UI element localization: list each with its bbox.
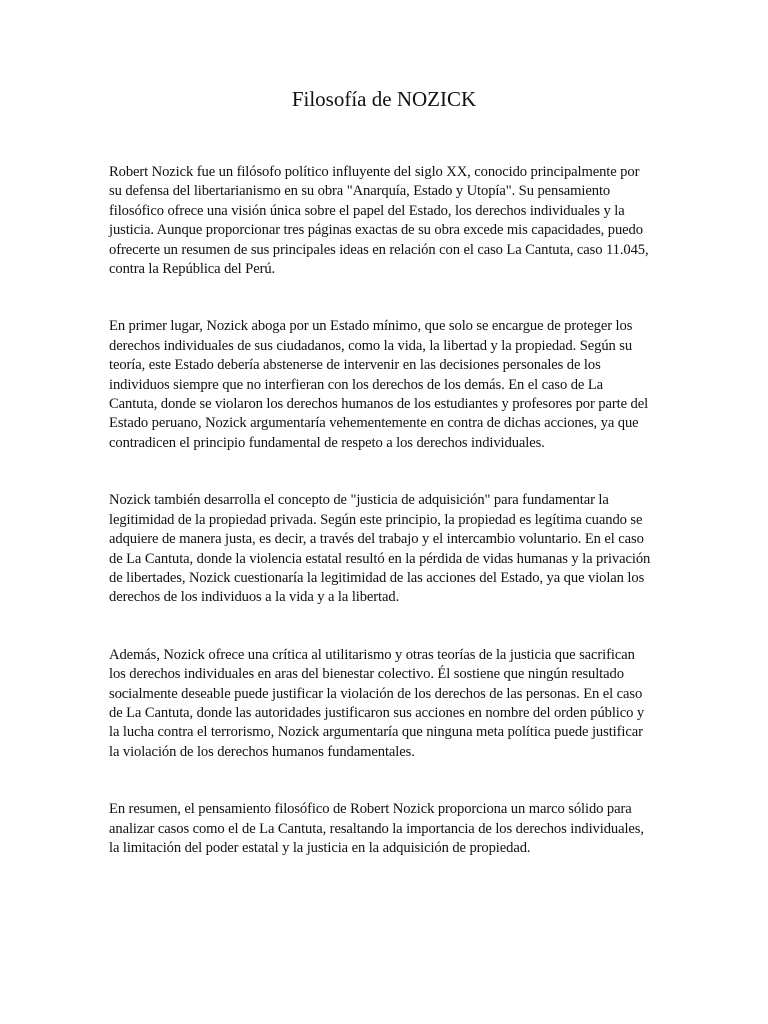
paragraph-intro: Robert Nozick fue un filósofo político influyente del siglo XX, conocido principalmente por su defensa del libertarianismo en su obra "Anarquía, Estado y Utopía". Su pensamiento filosófico ofrece una visión única sobre el papel del Estado, los derechos individuales y la justicia. Aunque proporcionar tres páginas exactas de su obra excede mis capacidades, puedo ofrecerte un resumen de sus principales ideas en relación con el caso La Cantuta, caso 11.045, contra la República del Perú.: [109, 164, 649, 278]
paragraph-minimal-state: En primer lugar, Nozick aboga por un Estado mínimo, que solo se encargue de proteger los derechos individuales de sus ciudadanos, como la vida, la libertad y la propiedad. Según su teoría, este Estado debería abstenerse de intervenir en las decisiones personales de los individuos siempre que no interfieran con los derechos de los demás. En el caso de La Cantuta, donde se violaron los derechos humanos de los estudiantes y profesores por parte del Estado peruano, Nozick argumentaría vehementemente en contra de dichas acciones, ya que contradicen el principio fundamental de respeto a los derechos individuales.: [109, 318, 649, 451]
document-title: Filosofía de NOZICK: [291, 87, 477, 111]
paragraph-conclusion: En resumen, el pensamiento filosófico de Robert Nozick proporciona un marco sólido para analizar casos como el de La Cantuta, resaltando la importancia de los derechos individuales, la limitación del poder estatal y la justicia en la adquisición de propiedad.: [109, 801, 644, 856]
document-body: [109, 163, 653, 896]
paragraph-justice-acquisition: Nozick también desarrolla el concepto de "justicia de adquisición" para fundamentar la legitimidad de la propiedad privada. Según este principio, la propiedad es legítima cuando se adquiere de manera justa, es decir, a través del trabajo y el intercambio voluntario. En el caso de La Cantuta, donde la violencia estatal resultó en la pérdida de vidas humanas y la privación de libertades, Nozick cuestionaría la legitimidad de las acciones del Estado, ya que violan los derechos de los individuos a la vida y a la libertad.: [109, 492, 651, 606]
paragraph-utilitarianism-critique: Además, Nozick ofrece una crítica al utilitarismo y otras teorías de la justicia que sacrifican los derechos individuales en aras del bienestar colectivo. Él sostiene que ningún resultado socialmente deseable puede justificar la violación de los derechos de las personas. En el caso de La Cantuta, donde las autoridades justificaron sus acciones en nombre del orden público y la lucha contra el terrorismo, Nozick argumentaría que ninguna meta política puede justificar la violación de los derechos humanos fundamentales.: [109, 646, 645, 760]
